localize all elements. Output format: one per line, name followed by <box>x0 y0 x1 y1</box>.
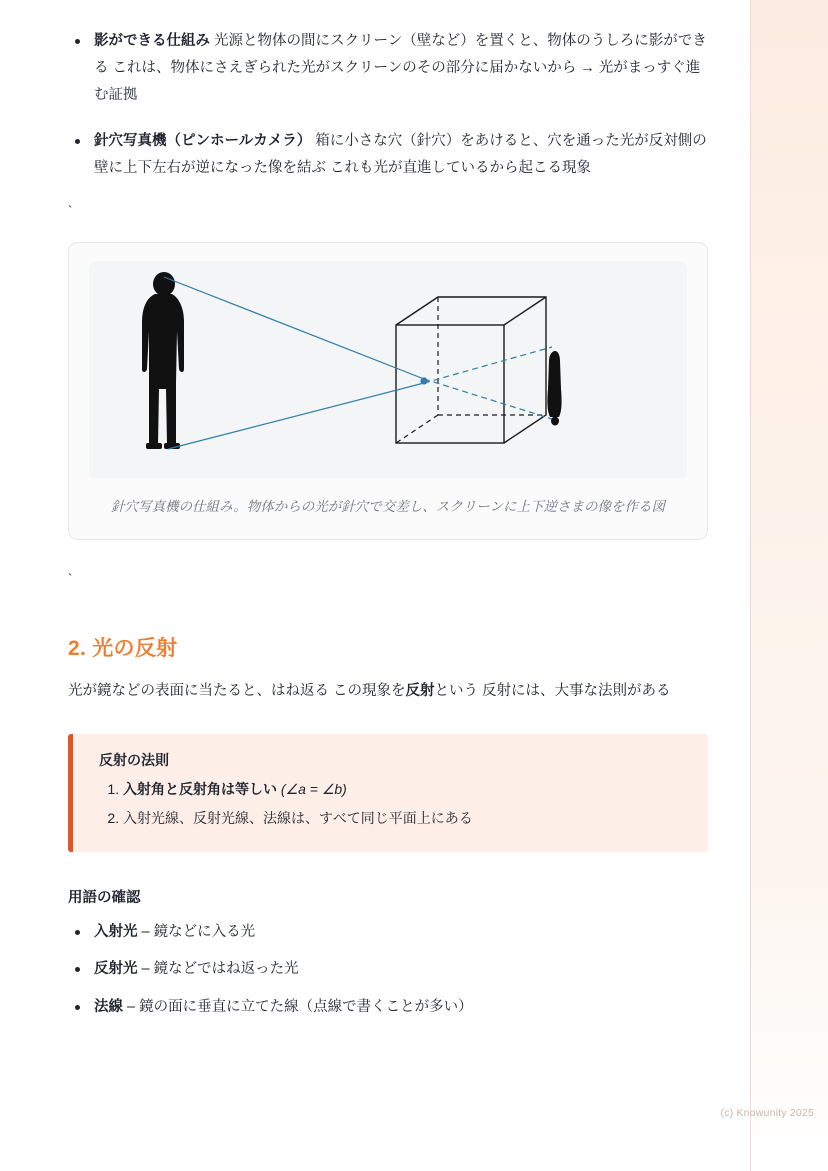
stray-backtick-1: ` <box>68 203 73 219</box>
page-side-gradient-strip <box>750 0 828 1171</box>
camera-box-hidden-edges <box>396 297 546 443</box>
callout-ordered-list <box>95 776 686 833</box>
copyright-footer: (c) Knowunity 2025 <box>720 1107 814 1119</box>
law-callout-box <box>68 734 708 853</box>
term-desc: – 鏡などに入る光 <box>137 924 256 941</box>
list-item <box>123 805 686 832</box>
terms-bullet-list <box>68 921 708 1019</box>
bullet-text: 箱に小さな穴（針穴）をあけると、穴を通った光が反対側の壁に上下左右が逆になった像を結ぶ これも光が直進しているから起こる現象 <box>94 133 707 177</box>
camera-box-outline <box>396 297 546 443</box>
pinhole-camera-diagram-svg <box>89 261 687 479</box>
list-item <box>68 921 708 944</box>
paragraph-keyword: 反射 <box>405 683 435 700</box>
callout-item-bold: 入射角と反射角は等しい <box>123 780 277 797</box>
light-rays-incoming <box>164 277 424 449</box>
figure-illustration <box>89 261 687 479</box>
callout-title: 反射の法則 <box>99 751 169 768</box>
callout-item-rest: (∠a = ∠b) <box>277 780 347 797</box>
section-heading-reflection: 2. 光の反射 <box>68 637 178 661</box>
bullet-term: 影ができる仕組み <box>94 33 210 49</box>
list-item <box>68 996 708 1019</box>
list-item <box>68 28 708 108</box>
term-name: 法線 <box>94 998 123 1015</box>
list-item <box>68 128 708 182</box>
callout-item-rest: 入射光線、反射光線、法線は、すべて同じ平面上にある <box>123 809 473 826</box>
bullet-term: 針穴写真機（ピンホールカメラ） <box>94 133 312 150</box>
list-item <box>68 958 708 981</box>
inverted-image-silhouette-icon <box>547 351 561 426</box>
stray-backtick-2: ` <box>68 570 73 586</box>
paragraph-part-1: 光が鏡などの表面に当たると、はね返る この現象を <box>68 683 406 700</box>
figure-card <box>68 242 708 540</box>
term-desc: – 鏡の面に垂直に立てた線（点線で書くことが多い） <box>123 998 473 1015</box>
list-item <box>123 776 686 803</box>
concept-bullet-list <box>68 28 708 182</box>
term-desc: – 鏡などではね返った光 <box>137 961 299 978</box>
light-rays-projected <box>424 347 552 419</box>
term-name: 反射光 <box>94 961 138 978</box>
term-name: 入射光 <box>94 924 138 941</box>
person-silhouette-icon <box>142 272 184 449</box>
bullet-text: 光源と物体の間にスクリーン（壁など）を置くと、物体のうしろに影ができる これは、物体にさえぎられた光がスクリーンのその部分に届かないから → 光がまっすぐ進む証拠 <box>94 33 707 103</box>
paragraph-part-2: という 反射には、大事な法則がある <box>434 683 671 700</box>
terms-heading: 用語の確認 <box>68 890 141 907</box>
section-paragraph <box>68 678 708 706</box>
figure-caption: 針穴写真機の仕組み。物体からの光が針穴で交差し、スクリーンに上下逆さまの像を作る図 <box>110 499 666 515</box>
